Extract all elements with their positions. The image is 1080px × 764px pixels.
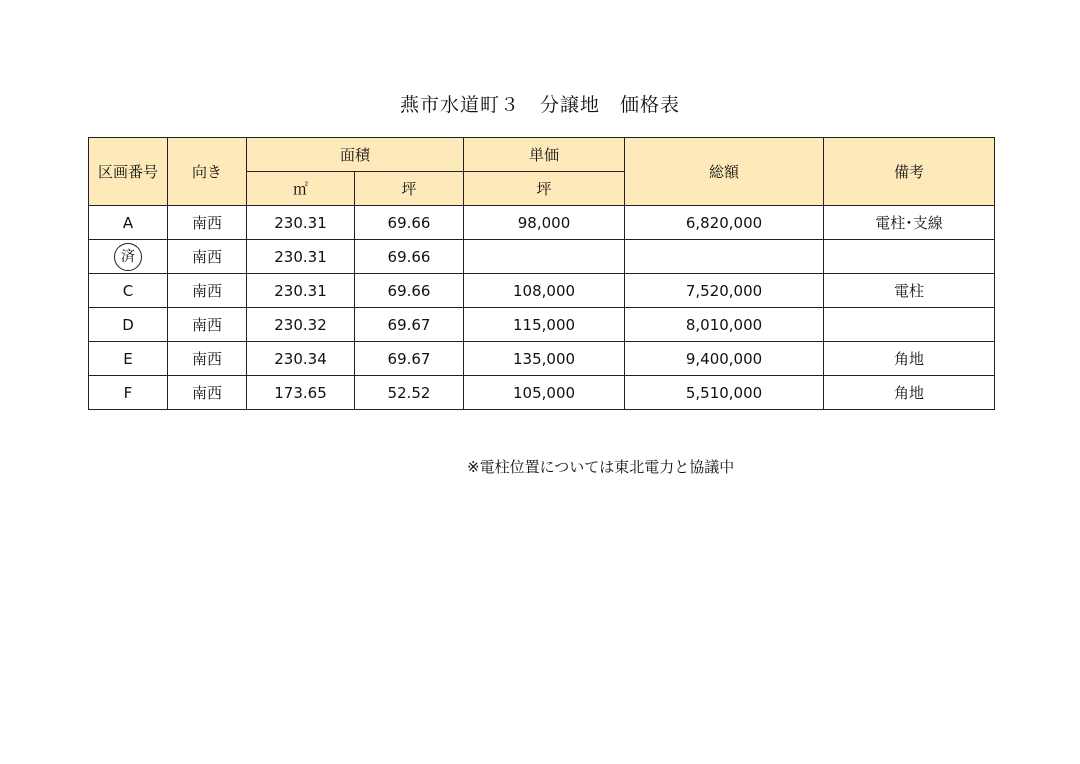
header-area-tsubo: 坪 [355, 172, 464, 206]
cell-note: 電柱 [824, 274, 995, 308]
cell-direction: 南西 [168, 342, 247, 376]
page-title: 燕市水道町３ 分譲地 価格表 [399, 94, 680, 116]
cell-note: 角地 [824, 376, 995, 410]
cell-lot: A [89, 206, 168, 240]
header-lot-no: 区画番号 [89, 138, 168, 206]
cell-tsubo: 69.67 [355, 342, 464, 376]
cell-total [625, 240, 824, 274]
table-row [89, 342, 995, 376]
cell-m2: 230.34 [247, 342, 355, 376]
cell-unit-price: 108,000 [464, 274, 625, 308]
cell-lot: E [89, 342, 168, 376]
cell-note [824, 308, 995, 342]
cell-lot: D [89, 308, 168, 342]
cell-tsubo: 69.66 [355, 274, 464, 308]
header-direction: 向き [168, 138, 247, 206]
footnote: ※電柱位置については東北電力と協議中 [467, 458, 735, 476]
cell-direction: 南西 [168, 240, 247, 274]
cell-total: 7,520,000 [625, 274, 824, 308]
header-notes: 備考 [824, 138, 995, 206]
cell-m2: 230.31 [247, 274, 355, 308]
header-total: 総額 [625, 138, 824, 206]
cell-direction: 南西 [168, 308, 247, 342]
table-row [89, 308, 995, 342]
cell-total: 6,820,000 [625, 206, 824, 240]
cell-lot [89, 240, 168, 274]
cell-note: 電柱･支線 [824, 206, 995, 240]
cell-m2: 230.31 [247, 206, 355, 240]
cell-note: 角地 [824, 342, 995, 376]
header-unit-price: 単価 [464, 138, 625, 172]
price-table [88, 137, 995, 410]
cell-tsubo: 69.66 [355, 206, 464, 240]
cell-m2: 230.31 [247, 240, 355, 274]
cell-direction: 南西 [168, 376, 247, 410]
sold-badge: 済 [114, 243, 142, 271]
cell-unit-price [464, 240, 625, 274]
cell-unit-price: 135,000 [464, 342, 625, 376]
cell-m2: 173.65 [247, 376, 355, 410]
cell-total: 9,400,000 [625, 342, 824, 376]
cell-unit-price: 115,000 [464, 308, 625, 342]
table-row [89, 274, 995, 308]
cell-total: 5,510,000 [625, 376, 824, 410]
cell-tsubo: 69.67 [355, 308, 464, 342]
header-row [89, 138, 995, 172]
cell-unit-price: 98,000 [464, 206, 625, 240]
table-row [89, 206, 995, 240]
cell-tsubo: 52.52 [355, 376, 464, 410]
header-area: 面積 [247, 138, 464, 172]
cell-tsubo: 69.66 [355, 240, 464, 274]
cell-direction: 南西 [168, 206, 247, 240]
cell-note [824, 240, 995, 274]
header-area-m2: ㎡ [247, 172, 355, 206]
header-unit-price-tsubo: 坪 [464, 172, 625, 206]
cell-direction: 南西 [168, 274, 247, 308]
cell-m2: 230.32 [247, 308, 355, 342]
cell-unit-price: 105,000 [464, 376, 625, 410]
cell-lot: C [89, 274, 168, 308]
table-row [89, 240, 995, 274]
cell-total: 8,010,000 [625, 308, 824, 342]
table-row [89, 376, 995, 410]
cell-lot: F [89, 376, 168, 410]
